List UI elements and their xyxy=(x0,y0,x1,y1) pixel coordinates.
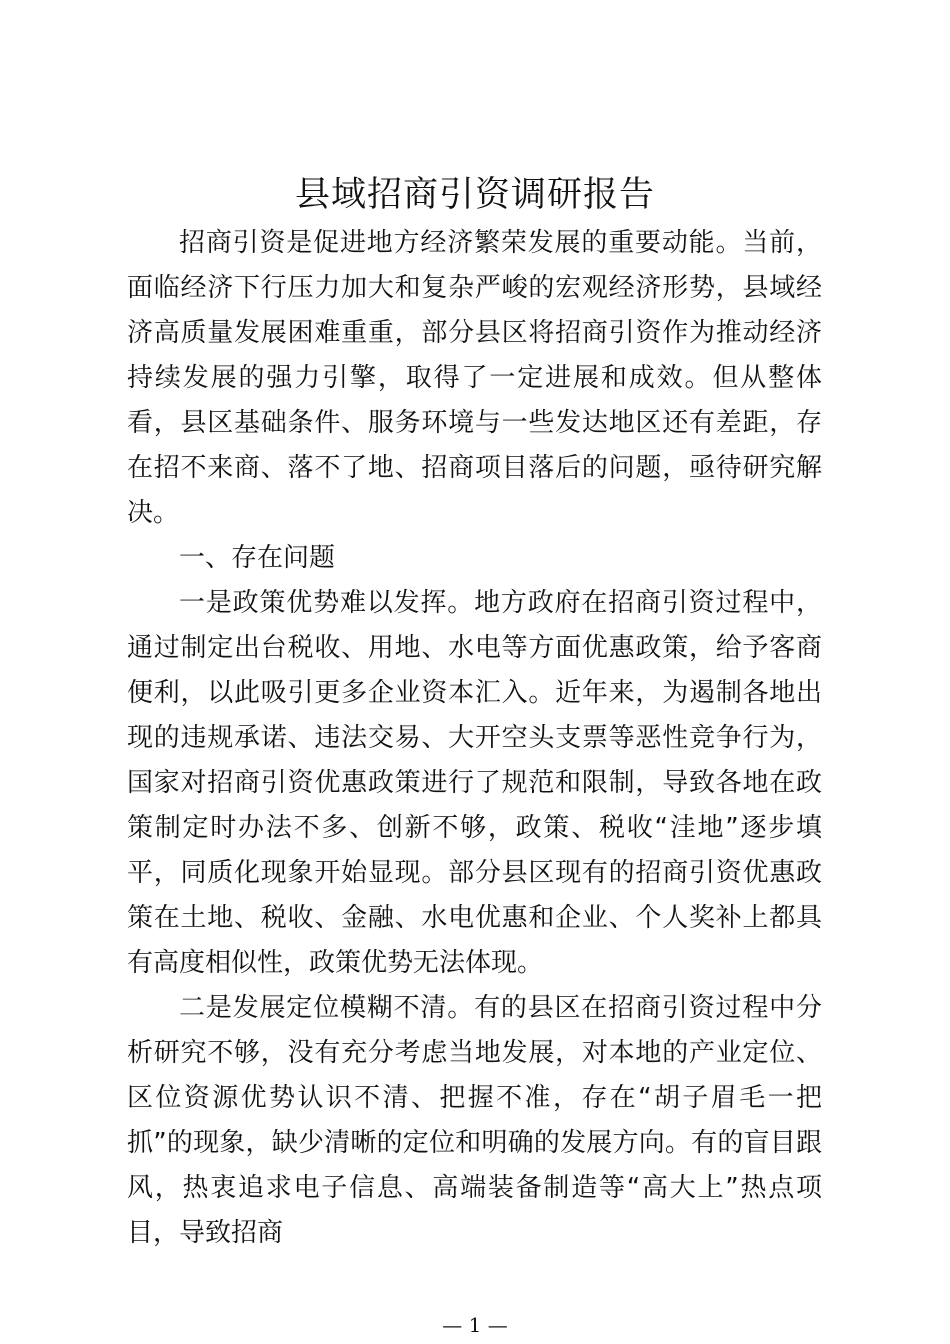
paragraph-policy-advantage: 一是政策优势难以发挥。地方政府在招商引资过程中，通过制定出台税收、用地、水电等方面优惠政策，给予客商便利，以此吸引更多企业资本汇入。近年来，为遏制各地出现的违规承诺、违法交易、大开空头支票等恶性竞争行为，国家对招商引资优惠政策进行了规范和限制，导致各地在政策制定时办法不多、创新不够，政策、税收“洼地”逐步填平，同质化现象开始显现。部分县区现有的招商引资优惠政策在土地、税收、金融、水电优惠和企业、个人奖补上都具有高度相似性，政策优势无法体现。 xyxy=(127,588,822,978)
paragraph-intro: 招商引资是促进地方经济繁荣发展的重要动能。当前，面临经济下行压力加大和复杂严峻的宏观经济形势，县域经济高质量发展困难重重，部分县区将招商引资作为推动经济持续发展的强力引擎，取得了一定进展和成效。但从整体看，县区基础条件、服务环境与一些发达地区还有差距，存在招不来商、落不了地、招商项目落后的问题，亟待研究解决。 xyxy=(127,228,822,528)
document-body xyxy=(127,221,822,1256)
section-heading-problems: 一、存在问题 xyxy=(179,543,336,573)
document-title: 县域招商引资调研报告 xyxy=(294,175,655,215)
page-number: — 1 — xyxy=(442,1313,508,1337)
paragraph-development-positioning: 二是发展定位模糊不清。有的县区在招商引资过程中分析研究不够，没有充分考虑当地发展，对本地的产业定位、区位资源优势认识不清、把握不准，存在“胡子眉毛一把抓”的现象，缺少清晰的定位和明确的发展方向。有的盲目跟风，热衷追求电子信息、高端装备制造等“高大上”热点项目，导致招商 xyxy=(127,993,822,1248)
